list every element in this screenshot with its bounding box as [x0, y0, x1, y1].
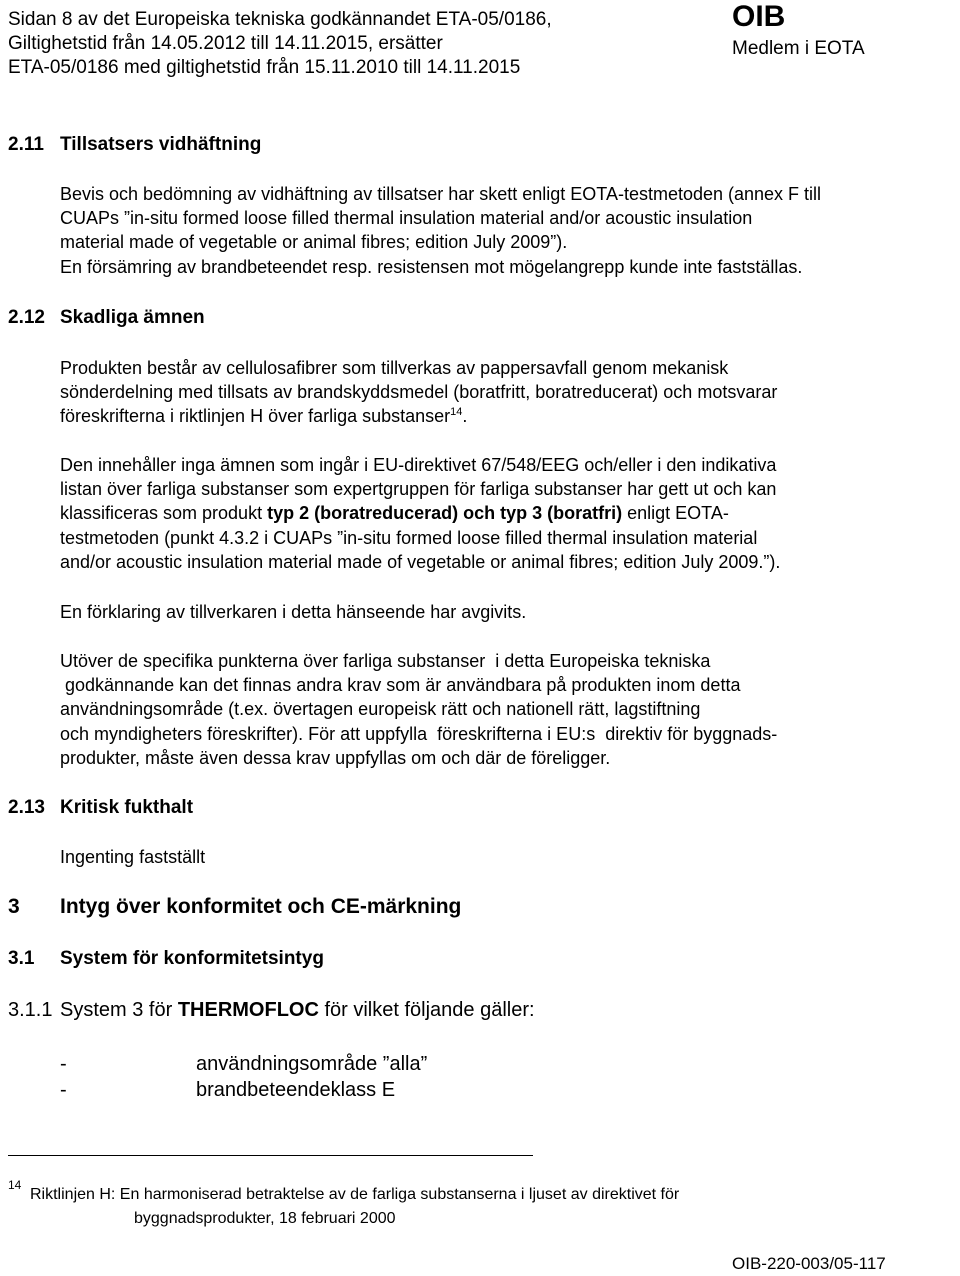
section-number: 3.1.1 — [8, 999, 53, 1021]
section-number: 2.11 — [8, 134, 44, 155]
section-title: System för konformitetsintyg — [60, 948, 324, 969]
bold-text: typ 2 (boratreducerad) och typ 3 (boratfri) — [267, 503, 623, 524]
text-line: och myndigheters föreskrifter). För att uppfylla föreskrifterna i EU:s direktiv för byggnads- — [60, 723, 778, 744]
text-span: föreskrifterna i riktlinjen H över farliga substanser — [60, 406, 451, 427]
section-heading-3-1 — [8, 948, 324, 970]
section-title: Tillsatsers vidhäftning — [60, 134, 262, 155]
list-dash: - — [60, 1079, 67, 1101]
section-heading-2-12 — [8, 307, 205, 329]
text-span: för vilket följande gäller: — [318, 999, 535, 1021]
section-number: 3.1 — [8, 948, 35, 969]
text-span: System 3 för — [60, 999, 178, 1021]
section-number: 3 — [8, 895, 20, 918]
list-item — [60, 1078, 396, 1103]
header-line: Sidan 8 av det Europeiska tekniska godkännandet ETA-05/0186, — [8, 9, 552, 30]
text-line: Den innehåller inga ämnen som ingår i EU-direktivet 67/548/EEG och/eller i den indikativa — [60, 455, 777, 475]
text-line: En försämring av brandbeteendet resp. resistensen mot mögelangrepp kunde inte fastställas. — [60, 256, 803, 277]
oib-logo: OIB — [732, 0, 786, 33]
section-heading-2-11 — [8, 134, 261, 156]
text-span: . — [462, 406, 468, 427]
text-line: testmetoden (punkt 4.3.2 i CUAPs ”in-situ formed loose filled thermal insulation material — [60, 527, 758, 548]
list-text: användningsområde ”alla” — [196, 1053, 428, 1075]
text-line: sönderdelning med tillsats av brandskyddsmedel (boratfritt, boratreducerat) och motsvarar — [60, 382, 778, 403]
list-dash: - — [60, 1053, 67, 1075]
eota-member-label: Medlem i EOTA — [732, 38, 865, 59]
section-title: Intyg över konformitet och CE-märkning — [60, 895, 462, 918]
footnote-text-line: Riktlinjen H: En harmoniserad betraktelse av de farliga substanserna i ljuset av direktivet för — [30, 1186, 680, 1203]
section-title: Skadliga ämnen — [60, 307, 205, 328]
text-line: Produkten består av cellulosafibrer som tillverkas av pappersavfall genom mekanisk — [60, 358, 729, 378]
text-line: godkännande kan det finnas andra krav som är användbara på produkten inom detta — [60, 675, 741, 696]
list-item — [60, 1052, 428, 1077]
product-name: THERMOFLOC — [177, 999, 319, 1021]
text-span: enligt EOTA- — [622, 503, 729, 524]
text-line — [60, 404, 940, 428]
text-line: CUAPs ”in-situ formed loose filled thermal insulation material and/or acoustic insulation — [60, 208, 753, 229]
paragraph-substances — [60, 453, 940, 574]
text-line: material made of vegetable or animal fibres; edition July 2009”). — [60, 232, 568, 253]
section-number: 2.13 — [8, 797, 45, 818]
page-header — [8, 8, 552, 80]
section-heading-2-13 — [8, 797, 193, 819]
text-line: Bevis och bedömning av vidhäftning av tillsatser har skett enligt EOTA-testmetoden (annex F till — [60, 184, 822, 204]
text-span: klassificeras som produkt — [60, 503, 268, 524]
paragraph-manufacturer-statement: En förklaring av tillverkaren i detta hänseende har avgivits. — [60, 602, 527, 622]
text-line: användningsområde (t.ex. övertagen europeisk rätt och nationell rätt, lagstiftning — [60, 699, 701, 720]
text-line: produkter, måste även dessa krav uppfyllas om och där de föreligger. — [60, 747, 611, 768]
footnote-reference[interactable]: 14 — [450, 406, 463, 419]
paragraph-other-requirements — [60, 649, 940, 770]
list-text: brandbeteendeklass E — [196, 1079, 396, 1101]
text-line: and/or acoustic insulation material made of vegetable or animal fibres; edition July 2009.”). — [60, 551, 781, 572]
paragraph-adhesion — [60, 182, 960, 279]
text-line: Utöver de specifika punkterna över farliga substanser i detta Europeiska tekniska — [60, 651, 711, 671]
section-3-1-1 — [8, 998, 535, 1023]
text-line — [60, 501, 940, 525]
document-id: OIB-220-003/05-117 — [732, 1254, 886, 1273]
text-line: listan över farliga substanser som expertgruppen för farliga substanser har gett ut och kan — [60, 479, 777, 500]
footnote-number: 14 — [8, 1178, 22, 1192]
section-title: Kritisk fukthalt — [60, 797, 194, 818]
footnote-divider — [8, 1155, 533, 1156]
paragraph-composition — [60, 356, 940, 429]
paragraph-critical-moisture: Ingenting fastställt — [60, 847, 206, 867]
section-heading-3 — [8, 895, 461, 919]
section-number: 2.12 — [8, 307, 45, 328]
header-line: ETA-05/0186 med giltighetstid från 15.11.2010 till 14.11.2015 — [8, 57, 521, 78]
header-line: Giltighetstid från 14.05.2012 till 14.11.2015, ersätter — [8, 33, 443, 54]
footnote-text-line: byggnadsprodukter, 18 februari 2000 — [134, 1210, 396, 1227]
